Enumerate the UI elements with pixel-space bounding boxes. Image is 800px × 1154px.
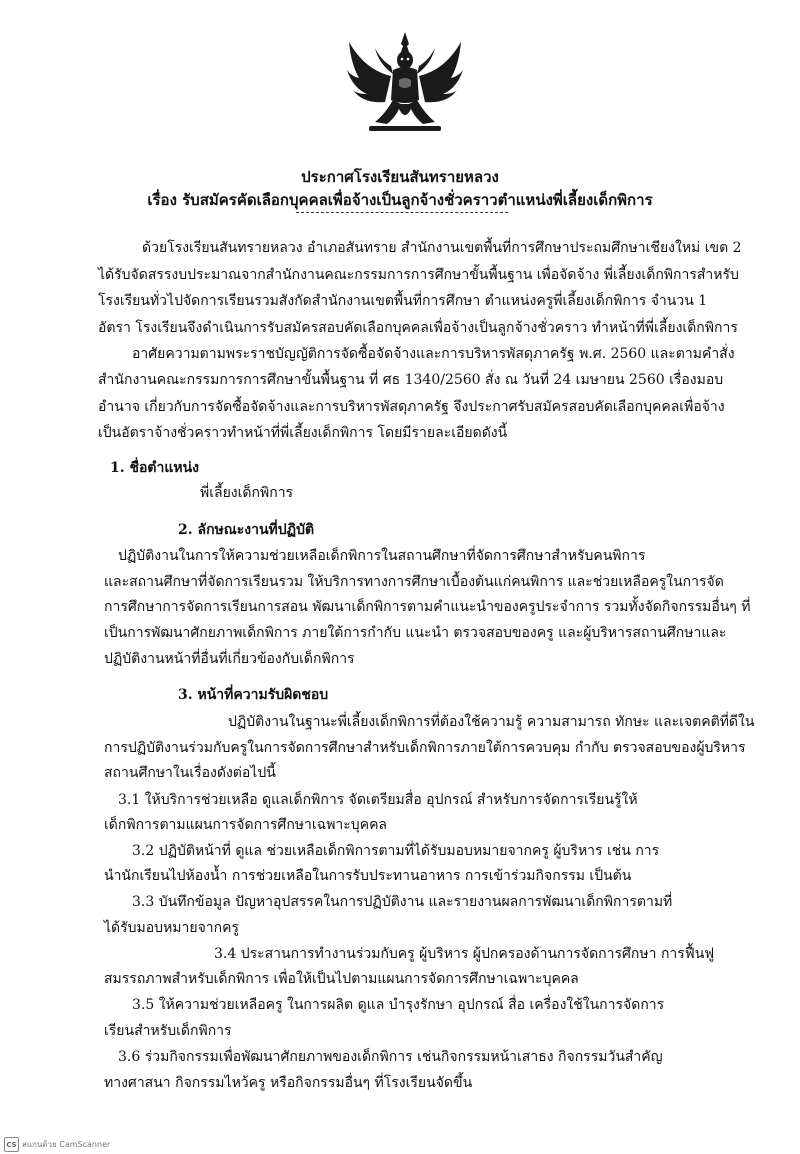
scanner-watermark-text: สแกนด้วย CamScanner: [22, 1140, 111, 1149]
page-title: ประกาศโรงเรียนสันทรายหลวง: [301, 168, 499, 186]
section-3-heading: 3. หน้าที่ความรับผิดชอบ: [178, 687, 329, 703]
intro-line: เป็นอัตราจ้างชั่วคราวทำหน้าที่พี่เลี้ยงเด็กพิการ โดยมีรายละเอียดดังนี้: [98, 425, 508, 441]
section-3-line: ปฏิบัติงานในฐานะพี่เลี้ยงเด็กพิการที่ต้องใช้ความรู้ ความสามารถ ทักษะ และเจตคติที่ดีใน: [228, 714, 755, 730]
section-2-line: ปฏิบัติงานหน้าที่อื่นที่เกี่ยวข้องกับเด็กพิการ: [104, 651, 355, 667]
section-3-item: 3.2 ปฏิบัติหน้าที่ ดูแล ช่วยเหลือเด็กพิการตามที่ได้รับมอบหมายจากครู ผู้บริหาร เช่น การ: [132, 843, 660, 859]
section-3-item: ได้รับมอบหมายจากครู: [104, 920, 240, 936]
section-3-item: 3.3 บันทึกข้อมูล ปัญหาอุปสรรคในการปฏิบัติงาน และรายงานผลการพัฒนาเด็กพิการตามที่: [132, 894, 673, 910]
section-3-item: ทางศาสนา กิจกรรมไหว้ครู หรือกิจกรรมอื่นๆ ที่โรงเรียนจัดขึ้น: [104, 1075, 473, 1091]
intro-line: ด้วยโรงเรียนสันทรายหลวง อำเภอสันทราย สำนักงานเขตพื้นที่การศึกษาประถมศึกษาเชียงใหม่ เขต 2: [142, 240, 742, 256]
section-2-line: เป็นการพัฒนาศักยภาพเด็กพิการ ภายใต้การกำกับ แนะนำ ตรวจสอบของครู และผู้บริหารสถานศึกษาและ: [104, 625, 727, 641]
garuda-emblem-icon: [345, 30, 465, 140]
section-3-line: การปฏิบัติงานร่วมกับครูในการจัดการศึกษาสำหรับเด็กพิการภายใต้การควบคุม กำกับ ตรวจสอบของผู้บริหาร: [104, 740, 746, 756]
section-3-item: 3.6 ร่วมกิจกรรมเพื่อพัฒนาศักยภาพของเด็กพิการ เช่นกิจกรรมหน้าเสาธง กิจกรรมวันสำคัญ: [118, 1049, 663, 1065]
section-3-item: 3.5 ให้ความช่วยเหลือครู ในการผลิต ดูแล บำรุงรักษา อุปกรณ์ สื่อ เครื่องใช้ในการจัดการ: [132, 997, 665, 1013]
section-3-item: เด็กพิการตามแผนการจัดการศึกษาเฉพาะบุคคล: [104, 817, 388, 833]
title-separator: [296, 212, 508, 213]
section-2-line: ปฏิบัติงานในการให้ความช่วยเหลือเด็กพิการในสถานศึกษาที่จัดการศึกษาสำหรับคนพิการ: [118, 548, 646, 564]
intro-line: โรงเรียนทั่วไปจัดการเรียนรวมสังกัดสำนักงานเขตพื้นที่การศึกษา ตำแหน่งครูพี่เลี้ยงเด็กพิการ จำนวน 1: [98, 293, 708, 309]
section-3-item: 3.4 ประสานการทำงานร่วมกับครู ผู้บริหาร ผู้ปกครองด้านการจัดการศึกษา การฟื้นฟู: [214, 946, 715, 962]
intro-line: ได้รับจัดสรรงบประมาณจากสำนักงานคณะกรรมการการศึกษาขั้นพื้นฐาน เพื่อจัดจ้าง พี่เลี้ยงเด็กพิการสำหรับ: [98, 267, 739, 283]
scanner-watermark: [4, 1137, 110, 1152]
intro-line: สำนักงานคณะกรรมการการศึกษาขั้นพื้นฐาน ที่ ศธ 1340/2560 สั่ง ณ วันที่ 24 เมษายน 2560 เรื่องมอบ: [98, 372, 724, 388]
intro-line: อัตรา โรงเรียนจึงดำเนินการรับสมัครสอบคัดเลือกบุคคลเพื่อจ้างเป็นลูกจ้างชั่วคราว ทำหน้าที่พี่เลี้ยงเด็กพิการ: [98, 320, 738, 336]
intro-line: อำนาจ เกี่ยวกับการจัดซื้อจัดจ้างและการบริหารพัสดุภาครัฐ จึงประกาศรับสมัครสอบคัดเลือกบุคคลเพื่อจ้าง: [98, 399, 725, 415]
announcement-subject: เรื่อง รับสมัครคัดเลือกบุคคลเพื่อจ้างเป็นลูกจ้างชั่วคราวตำแหน่งพี่เลี้ยงเด็กพิการ: [147, 191, 653, 209]
section-3-item: นำนักเรียนไปห้องน้ำ การช่วยเหลือในการรับประทานอาหาร การเข้าร่วมกิจกรรม เป็นต้น: [104, 868, 632, 884]
intro-line: อาศัยความตามพระราชบัญญัติการจัดซื้อจัดจ้างและการบริหารพัสดุภาครัฐ พ.ศ. 2560 และตามคำสั่ง: [132, 346, 735, 362]
section-2-heading: 2. ลักษณะงานที่ปฏิบัติ: [178, 522, 315, 538]
section-3-item: 3.1 ให้บริการช่วยเหลือ ดูแลเด็กพิการ จัดเตรียมสื่อ อุปกรณ์ สำหรับการจัดการเรียนรู้ให้: [118, 792, 638, 808]
section-1-heading: 1. ชื่อตำแหน่ง: [110, 460, 200, 476]
section-3-line: สถานศึกษาในเรื่องดังต่อไปนี้: [104, 765, 276, 781]
camscanner-logo-icon: CS: [4, 1137, 19, 1152]
section-2-line: และสถานศึกษาที่จัดการเรียนรวม ให้บริการทางการศึกษาเบื้องต้นแก่คนพิการ และช่วยเหลือครูในการจัด: [104, 574, 724, 590]
section-3-item: เรียนสำหรับเด็กพิการ: [104, 1023, 232, 1039]
position-name: พี่เลี้ยงเด็กพิการ: [200, 485, 294, 501]
section-3-item: สมรรถภาพสำหรับเด็กพิการ เพื่อให้เป็นไปตามแผนการจัดการศึกษาเฉพาะบุคคล: [104, 971, 579, 987]
section-2-line: การศึกษาการจัดการเรียนการสอน พัฒนาเด็กพิการตามคำแนะนำของครูประจำการ รวมทั้งจัดกิจกรรมอื่นๆ ที่: [104, 599, 751, 615]
